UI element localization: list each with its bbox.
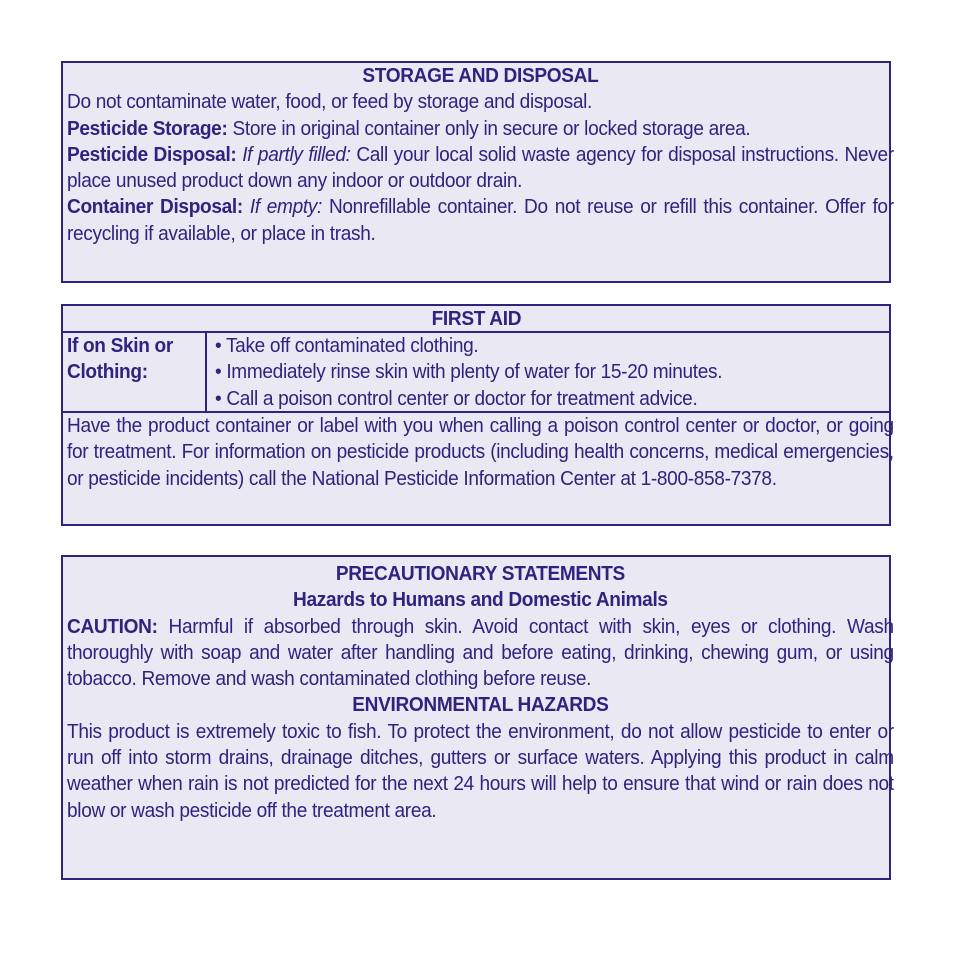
caution-label: CAUTION: bbox=[67, 614, 158, 638]
first-aid-steps-cell bbox=[207, 333, 935, 411]
pesticide-disposal-label: Pesticide Disposal: bbox=[67, 142, 237, 166]
pesticide-disposal-condition: If partly filled: bbox=[242, 142, 351, 166]
first-aid-condition-line2: Clothing: bbox=[67, 360, 148, 384]
first-aid-condition-line1: If on Skin or bbox=[67, 334, 173, 357]
first-aid-panel bbox=[61, 304, 894, 526]
precautionary-subtitle: Hazards to Humans and Domestic Animals bbox=[293, 588, 668, 612]
first-aid-title: FIRST AID bbox=[431, 307, 522, 330]
pesticide-disposal-paragraph bbox=[67, 142, 894, 195]
environmental-hazards-text: This product is extremely toxic to fish. To protect the environment, do not allow pesticide to enter or run off into storm drains, drainage ditches, gutters or surface waters. Applying this product in calm weather when rain is not predicted for the next 24 hours will help to ensure that wind or rain does not blow or wash pesticide off the treatment area. bbox=[67, 719, 894, 822]
first-aid-step: • Take off contaminated clothing. bbox=[215, 334, 479, 357]
pesticide-storage-paragraph bbox=[67, 116, 894, 142]
precautionary-statements-panel bbox=[61, 555, 894, 880]
storage-title: STORAGE AND DISPOSAL bbox=[362, 64, 599, 87]
first-aid-skin-row bbox=[63, 333, 889, 413]
container-disposal-label: Container Disposal: bbox=[67, 195, 243, 219]
pesticide-storage-label: Pesticide Storage: bbox=[67, 116, 228, 140]
precautionary-title: PRECAUTIONARY STATEMENTS bbox=[335, 562, 625, 585]
first-aid-note: Have the product container or label with you when calling a poison control center or doctor, or going for treatment. For information on pesticide products (including health concerns, medical emergencies, or pesticide incidents) call the National Pesticide Information Center at 1-800-858-7378. bbox=[67, 414, 894, 490]
container-disposal-text: Nonrefillable container. Do not reuse or refill this container. Offer for recycling if available, or place in trash. bbox=[67, 195, 894, 245]
environmental-hazards-title: ENVIRONMENTAL HAZARDS bbox=[352, 693, 609, 717]
storage-disposal-panel bbox=[61, 61, 894, 283]
first-aid-header bbox=[63, 306, 889, 333]
pesticide-storage-text: Store in original container only in secure or locked storage area. bbox=[227, 116, 751, 140]
first-aid-step: • Immediately rinse skin with plenty of water for 15-20 minutes. bbox=[215, 360, 723, 384]
first-aid-condition-cell bbox=[63, 333, 207, 411]
storage-intro: Do not contaminate water, food, or feed by storage and disposal. bbox=[67, 90, 592, 114]
pesticide-disposal-text: Call your local solid waste agency for disposal instructions. Never place unused product down any indoor or outdoor drain. bbox=[67, 142, 894, 193]
caution-paragraph bbox=[67, 614, 894, 693]
container-disposal-paragraph bbox=[67, 194, 894, 247]
first-aid-step: • Call a poison control center or doctor for treatment advice. bbox=[215, 386, 698, 410]
caution-text: Harmful if absorbed through skin. Avoid contact with skin, eyes or clothing. Wash thoroughly with soap and water after handling and before eating, drinking, chewing gum, or using tobacco. Remove and wash contaminated clothing before reuse. bbox=[67, 614, 894, 691]
container-disposal-condition: If empty: bbox=[249, 195, 323, 219]
